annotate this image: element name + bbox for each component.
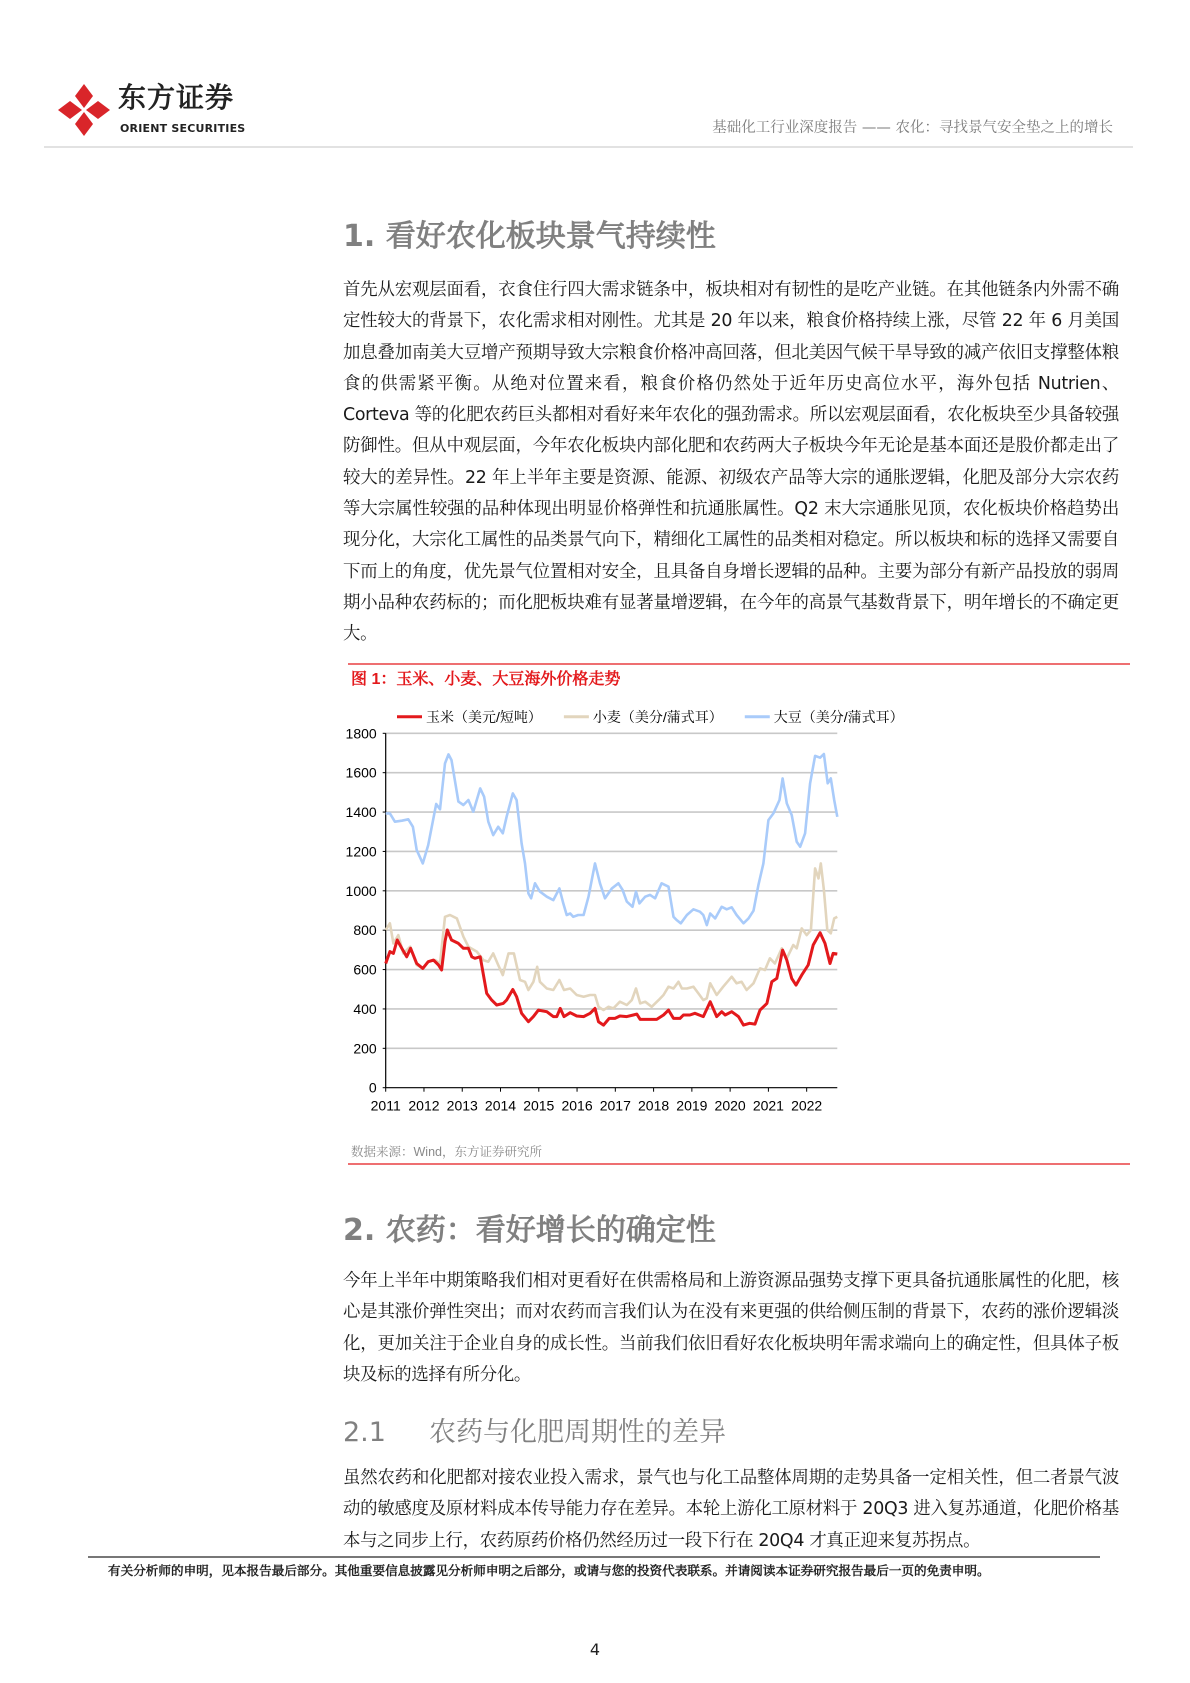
logo-text-en: ORIENT SECURITIES [120,122,246,135]
footer-divider [88,1556,1100,1558]
page-number: 4 [589,1640,601,1659]
section-2-1-heading [343,1416,726,1450]
section-2-heading: 2. 农药：看好增长的确定性 [343,1213,716,1248]
legend-label: 玉米（美元/短吨） [426,709,542,725]
legend-label: 大豆（美分/蒲式耳） [773,709,904,725]
y-tick-label: 1600 [345,764,377,781]
figure-1 [340,650,1130,1170]
x-tick-label: 2011 [370,1097,401,1114]
y-tick-label: 1800 [345,725,377,742]
x-tick-label: 2020 [714,1097,746,1114]
x-tick-label: 2017 [599,1097,631,1114]
y-tick-label: 600 [353,961,377,978]
section-1-paragraph: 首先从宏观层面看，衣食住行四大需求链条中，板块相对有韧性的是吃产业链。在其他链条内外需不确定性较大的背景下，农化需求相对刚性。尤其是 20 年以来，粮食价格持续上涨，尽管 22 年 6 月美国加息叠加南美大豆增产预期导致大宗粮食价格冲高回落，但北美因气候干旱导致的减产依旧支撑整体粮食的供需紧平衡。从绝对位置来看，粮食价格仍然处于近年历史高位水平，海外包括 Nutrien、Corteva 等的化肥农药巨头都相对看好来年农化的强劲需求。所以宏观层面看，农化板块至少具备较强防御性。但从中观层面，今年农化板块内部化肥和农药两大子板块今年无论是基本面还是股价都走出了较大的差异性。22 年上半年主要是资源、能源、初级农产品等大宗的通胀逻辑，化肥及部分大宗农药等大宗属性较强的品种体现出明显价格弹性和抗通胀属性。Q2 末大宗通胀见顶，农化板块价格趋势出现分化，大宗化工属性的品类景气向下，精细化工属性的品类相对稳定。所以板块和标的选择又需要自下而上的角度，优先景气位置相对安全，且具备自身增长逻辑的品种。主要为部分有新产品投放的弱周期小品种农药标的；而化肥板块难有显著量增逻辑，在今年的高景气基数背景下，明年增长的不确定更大。 [343,280,1119,645]
section-2-1-title: 农药与化肥周期性的差异 [429,1417,726,1448]
footer-disclaimer: 有关分析师的申明，见本报告最后部分。其他重要信息披露见分析师申明之后部分，或请与您的投资代表联系。并请阅读本证券研究报告最后一页的免责申明。 [108,1563,990,1578]
x-tick-label: 2014 [484,1097,517,1114]
series-line-corn [386,930,838,1025]
x-tick-label: 2016 [561,1097,593,1114]
x-tick-label: 2013 [446,1097,478,1114]
report-subtitle: 基础化工行业深度报告 —— 农化：寻找景气安全垫之上的增长 [712,120,1113,136]
y-tick-label: 1400 [345,804,377,821]
orient-securities-logo-icon [56,82,112,138]
section-2-paragraph: 今年上半年中期策略我们相对更看好在供需格局和上游资源品强势支撑下更具备抗通胀属性的化肥，核心是其涨价弹性突出；而对农药而言我们认为在没有来更强的供给侧压制的背景下，农药的涨价逻辑淡化，更加关注于企业自身的成长性。当前我们依旧看好农化板块明年需求端向上的确定性，但具体子板块及标的选择有所分化。 [343,1271,1119,1385]
x-tick-label: 2022 [791,1097,823,1114]
x-tick-label: 2021 [752,1097,784,1114]
section-1-heading: 1. 看好农化板块景气持续性 [343,219,716,254]
y-tick-label: 400 [353,1000,377,1017]
series-line-soybean [386,754,838,925]
logo-text-cn: 东方证券 [118,81,235,114]
figure-source: 数据来源：Wind，东方证券研究所 [351,1145,542,1159]
y-tick-label: 1000 [345,882,377,899]
x-tick-label: 2015 [523,1097,555,1114]
header-divider [44,146,1133,148]
y-tick-label: 200 [353,1040,377,1057]
x-tick-label: 2019 [676,1097,708,1114]
y-tick-label: 1200 [345,843,377,860]
x-tick-label: 2012 [408,1097,440,1114]
x-tick-label: 2018 [638,1097,670,1114]
y-tick-label: 0 [368,1079,377,1096]
section-2-1-number: 2.1 [343,1417,386,1448]
figure-title: 图 1：玉米、小麦、大豆海外价格走势 [351,671,621,688]
price-trend-chart [340,650,1130,1170]
legend-label: 小麦（美分/蒲式耳） [592,709,723,725]
section-2-1-paragraph: 虽然农药和化肥都对接农业投入需求，景气也与化工品整体周期的走势具备一定相关性，但二者景气波动的敏感度及原材料成本传导能力存在差异。本轮上游化工原材料于 20Q3 进入复苏通道，化肥价格基本与之同步上行，农药原药价格仍然经历过一段下行在 20Q4 才真正迎来复苏拐点。 [343,1468,1119,1551]
y-tick-label: 800 [353,922,377,939]
